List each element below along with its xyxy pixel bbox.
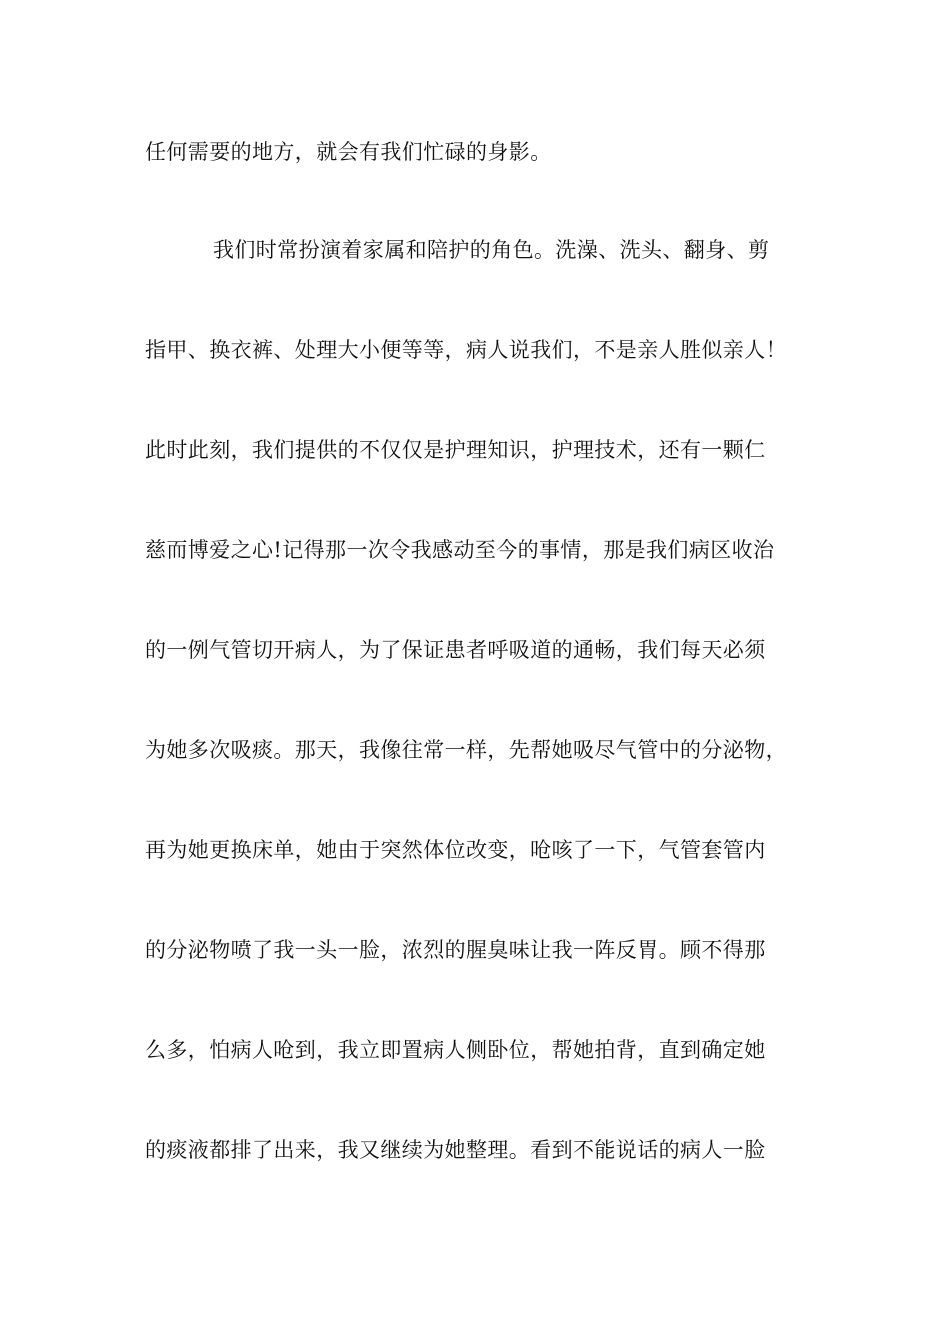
text-line-8: 再为她更换床单，她由于突然体位改变，呛咳了一下，气管套管内 bbox=[145, 838, 766, 862]
text-line-10: 么多，怕病人呛到，我立即置病人侧卧位，帮她拍背，直到确定她 bbox=[145, 1038, 766, 1062]
text-line-5: 慈而博爱之心!记得那一次令我感动至今的事情，那是我们病区收治 bbox=[145, 538, 775, 562]
text-line-1: 任何需要的地方，就会有我们忙碌的身影。 bbox=[145, 140, 552, 164]
text-line-2-paragraph-start: 我们时常扮演着家属和陪护的角色。洗澡、洗头、翻身、剪 bbox=[213, 238, 770, 262]
text-line-9: 的分泌物喷了我一头一脸，浓烈的腥臭味让我一阵反胃。顾不得那 bbox=[145, 938, 766, 962]
text-line-4: 此时此刻，我们提供的不仅仅是护理知识，护理技术，还有一颗仁 bbox=[145, 438, 766, 462]
text-line-7: 为她多次吸痰。那天，我像往常一样，先帮她吸尽气管中的分泌物， bbox=[145, 738, 787, 762]
text-line-11: 的痰液都排了出来，我又继续为她整理。看到不能说话的病人一脸 bbox=[145, 1138, 766, 1162]
text-line-6: 的一例气管切开病人，为了保证患者呼吸道的通畅，我们每天必须 bbox=[145, 638, 766, 662]
text-line-3: 指甲、换衣裤、处理大小便等等，病人说我们，不是亲人胜似亲人！ bbox=[145, 338, 787, 362]
